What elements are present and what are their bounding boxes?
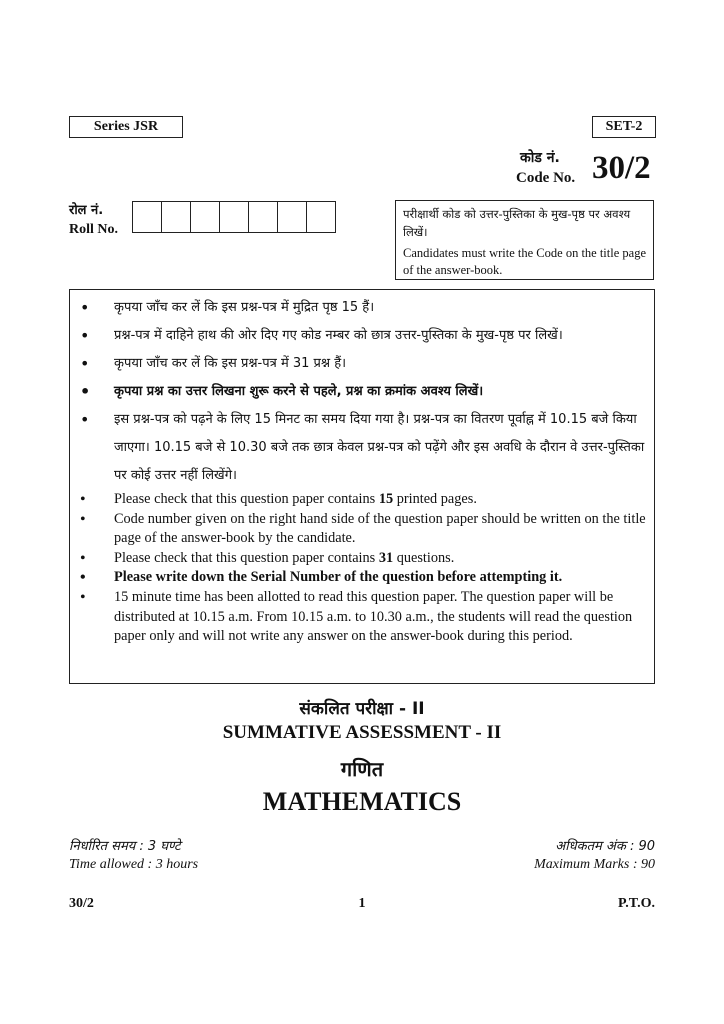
series-label: Series JSR: [69, 116, 183, 138]
set-label: SET-2: [592, 116, 656, 138]
instruction-hi-pages: • कृपया जाँच कर लें कि इस प्रश्न-पत्र में मुद्रित पृष्ठ 15 हैं।: [74, 294, 646, 322]
instruction-hi-serial: • कृपया प्रश्न का उत्तर लिखना शुरू करने से पहले, प्रश्न का क्रमांक अवश्य लिखें।: [74, 378, 646, 406]
instruction-hi-code: • प्रश्न-पत्र में दाहिने हाथ की ओर दिए गए कोड नम्बर को छात्र उत्तर-पुस्तिका के मुख-पृष्ठ पर लिखें।: [74, 322, 646, 350]
roll-digit-box[interactable]: [190, 202, 219, 232]
roll-digit-box[interactable]: [219, 202, 248, 232]
roll-digit-box[interactable]: [248, 202, 277, 232]
pto-label: P.T.O.: [618, 896, 655, 911]
code-label: Code No.: [516, 170, 576, 186]
max-marks-hindi: अधिकतम अंक : 90: [555, 839, 655, 854]
page-number: 1: [358, 896, 366, 911]
exam-title-hindi: संकलित परीक्षा - II: [299, 699, 425, 719]
code-label-hindi: कोड नं.: [520, 150, 560, 166]
instruction-serial: • Please write down the Serial Number of the question before attempting it.: [74, 568, 646, 588]
instruction-hi-questions: • कृपया जाँच कर लें कि इस प्रश्न-पत्र में 31 प्रश्न हैं।: [74, 350, 646, 378]
roll-digit-box[interactable]: [161, 202, 190, 232]
instruction-questions: • Please check that this question paper contains 31 questions.: [74, 549, 646, 569]
code-number: 30/2: [592, 150, 651, 186]
max-marks: Maximum Marks : 90: [534, 857, 655, 872]
subject-hindi: गणित: [340, 757, 384, 781]
roll-label-hindi: रोल नं.: [69, 203, 104, 218]
roll-digit-box[interactable]: [306, 202, 335, 232]
instruction-reading: • 15 minute time has been allotted to read this question paper. The question paper will be distributed at 10.15 a.m. From 10.15 a.m. to 10.30 a.m., the students will read the question paper only and will not write any answer on the answer-book during this period.: [74, 588, 646, 647]
roll-label: Roll No.: [69, 222, 118, 237]
code-note: Candidates must write the Code on the title page of the answer-book.: [403, 246, 646, 277]
exam-title: SUMMATIVE ASSESSMENT - II: [222, 722, 502, 743]
roll-digit-box[interactable]: [133, 202, 161, 232]
roll-number-boxes[interactable]: [132, 201, 336, 233]
code-instruction-box: [395, 200, 654, 280]
time-allowed-hindi: निर्धारित समय : 3 घण्टे: [69, 839, 181, 854]
time-allowed: Time allowed : 3 hours: [69, 857, 199, 872]
footer-code: 30/2: [69, 896, 94, 911]
instruction-code: • Code number given on the right hand side of the question paper should be written on the title page of the answer-book by the candidate.: [74, 510, 646, 549]
instructions-box: [69, 289, 655, 684]
instruction-pages: • Please check that this question paper contains 15 printed pages.: [74, 490, 646, 510]
code-note-hindi: परीक्षार्थी कोड को उत्तर-पुस्तिका के मुख-पृष्ठ पर अवश्य लिखें।: [403, 207, 631, 239]
roll-digit-box[interactable]: [277, 202, 306, 232]
instruction-hi-reading: • इस प्रश्न-पत्र को पढ़ने के लिए 15 मिनट का समय दिया गया है। प्रश्न-पत्र का वितरण पूर्वाह्न में 10.15 बजे किया जाएगा। 10.15 बजे से 10.30 बजे तक छात्र केवल प्रश्न-पत्र को पढ़ेंगे और इस अवधि के दौरान वे उत्तर-पुस्तिका पर कोई उत्तर नहीं लिखेंगे।: [74, 406, 646, 490]
subject-title: MATHEMATICS: [262, 787, 462, 816]
